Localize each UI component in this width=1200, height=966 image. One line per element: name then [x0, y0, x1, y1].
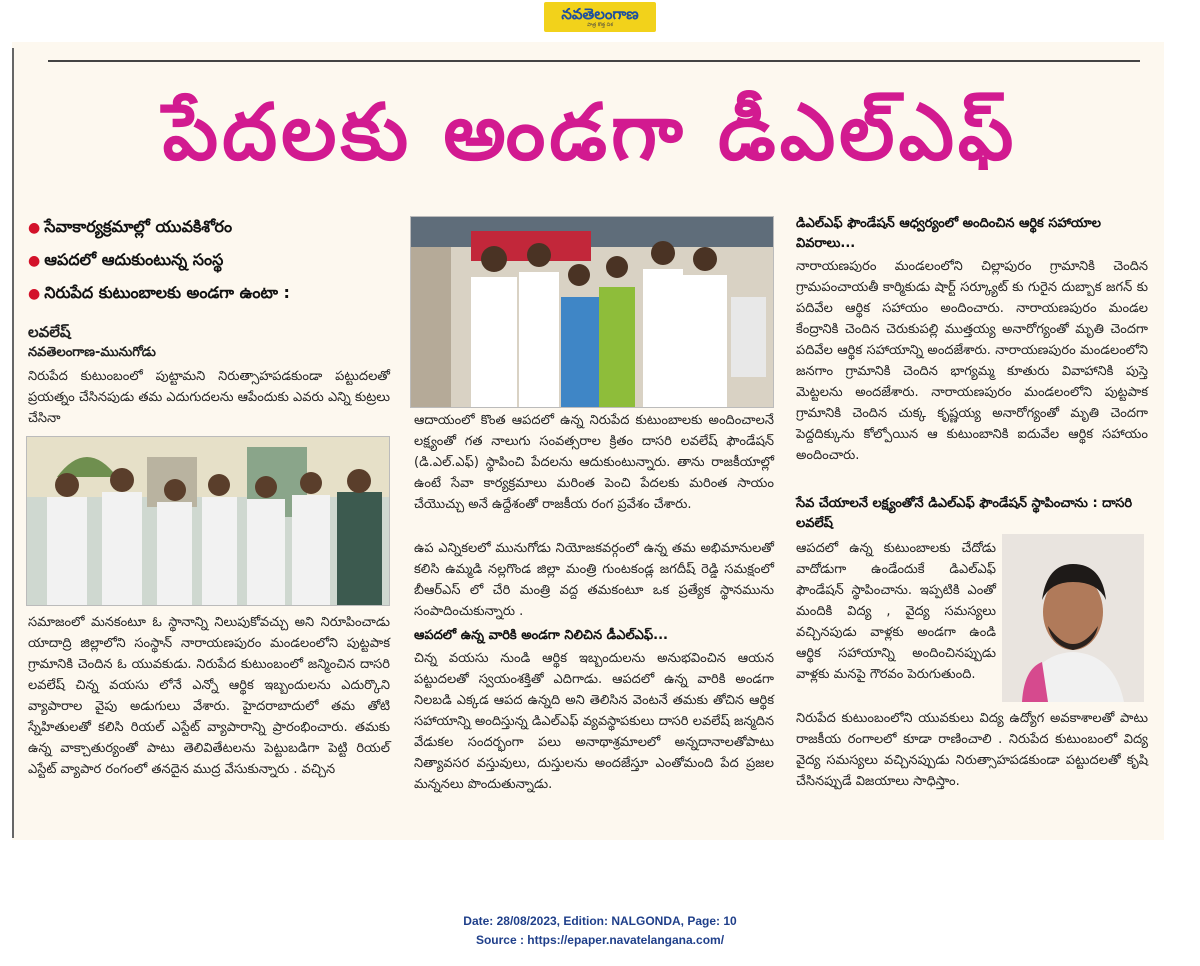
- donation-photo: [410, 216, 774, 408]
- highlight-bullet: ● ఆపదలో ఆదుకుంటున్న సంస్థ: [28, 250, 224, 269]
- byline-bureau: నవతెలంగాణ-మునుగోడు: [28, 345, 156, 360]
- column2-para2: ఉప ఎన్నికలలో మునుగోడు నియోజకవర్గంలో ఉన్న తమ అభిమానులతో కలిసి ఉమ్మడి నల్లగొండ జిల్లా మంత్రి గుంటకండ్ల జగదీష్ రెడ్డి సమక్షంలో బీఆర్ఎస్ లో చేరి మంత్రి వద్ద తమకంటూ ఒక ప్రత్యేక స్థానమును సంపాదించుకున్నారు .: [414, 541, 774, 619]
- byline-author: లవలేష్: [28, 323, 71, 341]
- logo-tagline: పాత్ర కొత్త దిశ: [587, 22, 613, 28]
- group-photo: [26, 436, 390, 606]
- headline-rule: [48, 60, 1140, 62]
- column2-subhead: ఆపదలో ఉన్న వారికి అండగా నిలిచిన డీఎల్ఎఫ్...: [414, 628, 668, 643]
- column3-subhead2: సేవ చేయాలనే లక్ష్యంతోనే డిఎల్ఎఫ్ ఫౌండేషన్ స్థాపించాను : దాసరి లవలేష్: [796, 496, 1133, 531]
- article-headline: పేదలకు అండగా డీఎల్ఎఫ్: [162, 88, 1018, 178]
- column2-para3: చిన్న వయసు నుండి ఆర్థిక ఇబ్బందులను అనుభవించిన ఆయన పట్టుదలతో స్వయంశక్తితో ఎదిగాడు. ఆపదలో ఉన్న వారికి అండగా నిలబడి ఎక్కడ ఆపద ఉన్నది అని తెలిసిన వెంటనే తమకు తోచిన ఆర్థిక సహాయాన్ని అందిస్తున్న డిఎల్ఎఫ్ వ్యవస్థాపకులు దాసరి లవలేష్ జన్మదిన వేడుకల సందర్భంగా పలు అనాథాశ్రమాలలో అన్నదానాలతోపాటు నిత్యావసర వస్తువులు, దుస్తులను అందజేస్తూ ఎంతోమంది పేద ప్రజల మన్ననలు పొందుతున్నాడు.: [414, 651, 774, 792]
- bullet-dot-icon: ●: [28, 253, 41, 269]
- highlight-bullet: ● సేవాకార్యక్రమాల్లో యువకిశోరం: [28, 217, 233, 236]
- newspaper-logo: [544, 2, 656, 32]
- column3-para2: ఆపదలో ఉన్న కుటుంబాలకు చేదోడు వాదోడుగా ఉండేందుకే డిఎల్ఎఫ్ ఫౌండేషన్ స్థాపించాను. ఇప్పటికి ఎంతో మందికి విద్య , వైద్య సమస్యలు వచ్చినపుడు వాళ్లకు అండగా ఉండి ఆర్థిక సహాయాన్ని అందించినప్పుడు వాళ్లకు మనపై గౌరవం పెరుగుతుంది.: [796, 541, 996, 682]
- author-portrait: [1002, 534, 1144, 702]
- highlight-bullet: ● నిరుపేద కుటుంబాలకు అండగా ఉంటా :: [28, 283, 290, 302]
- bullet-dot-icon: ●: [28, 220, 41, 236]
- page-footer: [0, 912, 1200, 950]
- column3-para3-start: నిరుపేద కుటుంబంలోని యువకులు విద్య ఉద్యోగ అవకాశాలతో పాటు రాజకీయ రంగాలలో కూడా రాణించాలి . నిరుపేద కుటుంబంలో విద్య వైద్య సమస్యలు వచ్చినప్పుడు నిరుత్సాహపడకుండా పట్టుదలతో కృషి చేసినప్పుడే విజయాలు సాధిస్తాం.: [796, 711, 1148, 789]
- logo-name: నవతెలంగాణ: [561, 5, 639, 23]
- column3-subhead1: డిఎల్ఎఫ్ ఫౌండేషన్ ఆధ్వర్యంలో అందించిన ఆర్థిక సహాయాల వివరాలు...: [796, 216, 1102, 251]
- edition-info: Date: 28/08/2023, Edition: NALGONDA, Page: 10: [463, 914, 737, 928]
- source-link[interactable]: Source : https://epaper.navatelangana.com/: [475, 933, 725, 947]
- column3-para1: నారాయణపురం మండలంలోని చిల్లాపురం గ్రామానికి చెందిన గ్రామపంచాయతీ కార్మికుడు షార్ట్ సర్క్యూట్ కు గురైన దుబ్బాక జగన్ కు పదివేల ఆర్థిక సహాయం అందించారు. నారాయణపురం మండల కేంద్రానికి చెందిన చెరుకుపల్లి ముత్తయ్య అనారోగ్యంతో మృతి చెందగా పదివేల ఆర్థిక సహాయాన్ని అందజేశారు. నారాయణపురం మండలంలోని జనగాం గ్రామానికి చెందిన భాగ్యమ్మ కూతురు వివాహానికి పుస్తె మెట్టలను అందజేశారు. నారాయణపురం మండలంలోని పుట్టపాక గ్రామానికి చెందిన చుక్క కృష్ణయ్య అనారోగ్యంతో మృతి చెందగా పెద్దదిక్కును కోల్పోయిన ఆ కుటుంబానికి ఐదువేల ఆర్థిక సహాయం అందించారు.: [796, 259, 1148, 463]
- bullet-dot-icon: ●: [28, 286, 41, 302]
- column1-body: సమాజంలో మనకంటూ ఓ స్థానాన్ని నిలుపుకోవచ్చు అని నిరూపించాడు యాదాద్రి జిల్లాలోని సంస్థాన్ నారాయణపురం మండలంలోని పుట్టపాక గ్రామానికి చెందిన ఓ యువకుడు. నిరుపేద కుటుంబంలో జన్మించిన దాసరి లవలేష్ చిన్న వయసు లోనే ఎన్నో ఆర్థిక ఇబ్బందులను ఎదుర్కొని వ్యాపారాల వైపు అడుగులు వేశారు. హైదరాబాదులో తమ తోటి స్నేహితులతో కలిసి రియల్ ఎస్టేట్ వ్యాపారాన్ని ప్రారంభించారు. తమకు ఉన్న వాక్చాతుర్యంతో పాటు తెలివితేటలను పెట్టుబడిగా పెట్టి రియల్ ఎస్టేట్ వ్యాపార రంగంలో తనదైన ముద్ర వేసుకున్నారు . వచ్చిన: [28, 615, 390, 777]
- column1-intro: నిరుపేద కుటుంబంలో పుట్టామని నిరుత్సాహపడకుండా పట్టుదలతో ప్రయత్నం చేసినపుడు తమ ఎదుగుదలను ఆపేందుకు ఎవరు ఎన్ని కుట్రలు చేసినా: [28, 369, 390, 426]
- clipping-border: [12, 48, 14, 838]
- highlight-bullets: [28, 216, 398, 315]
- column2-para1: ఆదాయంలో కొంత ఆపదలో ఉన్న నిరుపేద కుటుంబాలకు అందించాలనే లక్ష్యంతో గత నాలుగు సంవత్సరాల క్రితం దాసరి లవలేష్ ఫౌండేషన్ (డి.ఎల్.ఎఫ్) స్థాపించి పేదలను ఆదుకుంటున్నారు. తాను రాజకీయాల్లో ఉంటే సేవా కార్యక్రమాలు మరింత పెంచి పేదలకు మరింత సాయం చేయొచ్చు అనే ఉద్దేశంతో రాజకీయ రంగ ప్రవేశం చేశారు.: [414, 413, 774, 512]
